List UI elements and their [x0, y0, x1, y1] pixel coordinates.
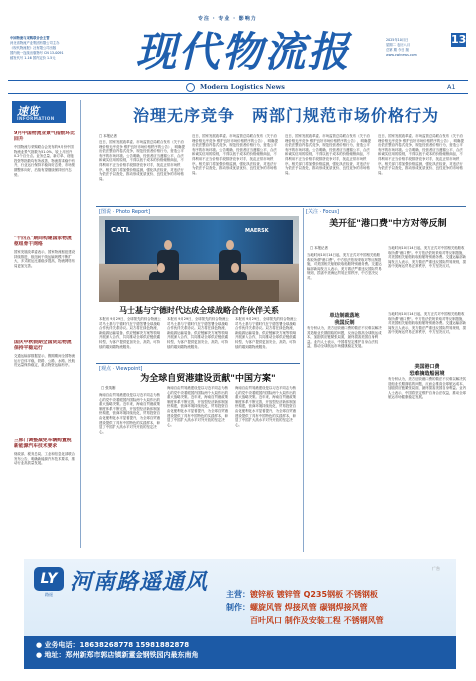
byline: □ 张英刚	[101, 386, 116, 390]
date-line: 星期二 农历八月	[386, 43, 411, 47]
brief-item-title: 9月中国物流业景气指数环比回升	[14, 131, 75, 142]
focus-article-col-5: 有分析认为，美方征收港口费的做法不仅难以解决其造船业长期面临的问题，反而会推高全球航运成本，加剧供应链紧张局面，最终损害美国自身利益。业内人士表示，中国将坚定维护自身合法权益，推动全球航运市场健康稳定发展。	[388, 377, 466, 400]
brief-item-body: 财政部、税务总局、工业和信息化部联合发布公告，明确新能源汽车技术要求，推动行业高质量发展。	[14, 452, 76, 466]
photo-caption: 马士基与宁德时代达成全球战略合作伙伴关系	[119, 306, 279, 315]
ad-contact	[36, 640, 199, 660]
photo-article-col-2: 本报讯 9月29日，全球领先的综合物流公司马士基与宁德时代在宁德签署全球战略合作伙伴关系协议。双方将在绿色物流、新能源运输装备、供应链解决方案等领域开展深入合作，共同推动全球供应链低碳转型，为客户提供更加安全、高效、可持续的端到端物流服务。	[167, 317, 229, 349]
brief-item-title: "十四五"期间构建国家物流枢纽骨干网络	[14, 236, 72, 247]
page-label: A1	[447, 83, 456, 91]
brief-heading-en: INFORMATION	[17, 116, 55, 121]
ad-address: ● 地址：郑州新郑市郭店镇新董金钢铁园内最东南角	[36, 651, 199, 659]
photo-article-col-1: 本报讯 9月29日，全球领先的综合物流公司马士基与宁德时代在宁德签署全球战略合作伙伴关系协议。双方将在绿色物流、新能源运输装备、供应链解决方案等领域开展深入合作，共同推动全球供应链低碳转型，为客户提供更加安全、高效、可持续的端到端物流服务。	[99, 317, 161, 349]
focus-article-col-2: 当地时间10月14日起，美方正式对中国相关船舶收取所谓"港口费"。中方依法依规采取对等反制措施，对美国相关船舶收取船舶特别港务费。交通运输部新闻发言人表示，美方做法严重违反国际贸易规则，损害中美海运贸易正常秩序，中方坚决反对。	[388, 246, 466, 269]
date-line: 总第 期 今日 版	[386, 48, 409, 52]
publisher-line: 《现代物流报》社有限公司出版	[10, 46, 57, 50]
brief-item	[14, 236, 76, 334]
viewpoint-col-3: 海南自由贸易港建设是以习近平同志为核心的党中央着眼国内国际两个大局作出的重大战略决策。近年来，海南自贸港政策制度体系不断完善，开放型经济新体制加快构建，营商环境持续优化，贸易投资自由化便利化水平显著提升，为全球自贸港建设提供了具有中国特色的实践样本，彰显了中国扩大高水平对外开放的坚定决心。	[235, 386, 297, 427]
viewpoint-col-2: 海南自由贸易港建设是以习近平同志为核心的党中央着眼国内国际两个大局作出的重大战略决策。近年来，海南自贸港政策制度体系不断完善，开放型经济新体制加快构建，营商环境持续优化，贸易投资自由化便利化水平显著提升，为全球自贸港建设提供了具有中国特色的实践样本，彰显了中国扩大高水平对外开放的坚定决心。	[167, 386, 229, 427]
english-name: Modern Logistics News	[200, 83, 285, 91]
masthead-slogan: 专注 · 专业 · 影响力	[198, 16, 257, 22]
byline: □ 本报记者	[99, 134, 117, 138]
globe-icon	[186, 83, 195, 92]
brief-heading: 速览	[17, 105, 39, 118]
ad-line-value: 百叶风口 制作及安装工程 不锈钢风管	[250, 616, 384, 625]
screen-brand: CATL	[111, 226, 131, 234]
main-headline: 治理无序竞争 两部门规范市场价格行为	[132, 106, 439, 125]
issue-number-badge: 13	[451, 33, 467, 46]
website-line: www.cwlnews.com	[386, 53, 417, 57]
person-head	[164, 240, 172, 250]
focus-subhead: 单边制裁落地 我国反制	[329, 313, 360, 326]
photo-section-tag: [图说 · Photo Report]	[99, 209, 151, 215]
publisher-line: 国内统一连续出版物号 CN 13-0091	[10, 51, 64, 55]
section-rule	[96, 206, 466, 207]
brief-item-title: 三部门调整减免车辆购置税新能源汽车技术要求	[14, 438, 72, 449]
lead-article-col-4: 近日，国家发展改革委、市场监管总局联合发布《关于治理价格无序竞争 维护良好市场价格秩序的公告》，明确提出依法整治内卷式竞争，规范经营者价格行为，营造公平有序的市场环境。公告明确，经营者应当遵循公平、合法和诚实信用的原则，不得以低于成本的价格倾销商品，不得利用不正当价格手段排挤竞争对手，扰乱正常市场秩序。相关部门将加强价格监测，强化执法检查，对违法行为依法予以查处，推动形成优质优价、良性竞争的市场格局。	[378, 134, 464, 175]
byline: □ 本报记者	[310, 246, 328, 250]
person-head	[226, 240, 234, 250]
backdrop-screen	[105, 220, 293, 264]
screen-partner: MAERSK	[245, 228, 269, 234]
lead-article-col-1: 近日，国家发展改革委、市场监管总局联合发布《关于治理价格无序竞争 维护良好市场价格秩序的公告》，明确提出依法整治内卷式竞争，规范经营者价格行为，营造公平有序的市场环境。公告明确，经营者应当遵循公平、合法和诚实信用的原则，不得以低于成本的价格倾销商品，不得利用不正当价格手段排挤竞争对手，扰乱正常市场秩序。相关部门将加强价格监测，强化执法检查，对违法行为依法予以查处，推动形成优质优价、良性竞争的市场格局。	[99, 140, 185, 181]
ad-service-line	[226, 614, 452, 627]
photo-article-col-3: 本报讯 9月29日，全球领先的综合物流公司马士基与宁德时代在宁德签署全球战略合作伙伴关系协议。双方将在绿色物流、新能源运输装备、供应链解决方案等领域开展深入合作，共同推动全球供应链低碳转型，为客户提供更加安全、高效、可持续的端到端物流服务。	[235, 317, 297, 349]
brief-section-header	[12, 101, 66, 123]
publisher-line: 邮发代号 1-16 国内定价 1.5元	[10, 56, 56, 60]
brief-item-body: 交通运输部数据显示，假期期间全国物流运行总体平稳，铁路、公路、水路、民航货运量保持稳定，重点物资运输有序。	[14, 354, 76, 368]
focus-article-col-1: 当地时间10月14日起，美方正式对中国相关船舶收取所谓"港口费"。中方依法依规采取对等反制措施，对美国相关船舶收取船舶特别港务费。交通运输部新闻发言人表示，美方做法严重违反国际贸易规则，损害中美海运贸易正常秩序，中方坚决反对。	[307, 253, 382, 280]
lead-article-col-2: 近日，国家发展改革委、市场监管总局联合发布《关于治理价格无序竞争 维护良好市场价格秩序的公告》，明确提出依法整治内卷式竞争，规范经营者价格行为，营造公平有序的市场环境。公告明确，经营者应当遵循公平、合法和诚实信用的原则，不得以低于成本的价格倾销商品，不得利用不正当价格手段排挤竞争对手，扰乱正常市场秩序。相关部门将加强价格监测，强化执法检查，对违法行为依法予以查处，推动形成优质优价、良性竞争的市场格局。	[192, 134, 278, 175]
ad-line-key: 主营：	[226, 590, 250, 599]
brief-item	[14, 131, 76, 231]
lead-article-col-3: 近日，国家发展改革委、市场监管总局联合发布《关于治理价格无序竞争 维护良好市场价格秩序的公告》，明确提出依法整治内卷式竞争，规范经营者价格行为，营造公平有序的市场环境。公告明确，经营者应当遵循公平、合法和诚实信用的原则，不得以低于成本的价格倾销商品，不得利用不正当价格手段排挤竞争对手，扰乱正常市场秩序。相关部门将加强价格监测，强化执法检查，对违法行为依法予以查处，推动形成优质优价、良性竞争的市场格局。	[285, 134, 371, 175]
masthead-right-info	[386, 38, 470, 58]
viewpoint-headline: 为全球自贸港建设贡献"中国方案"	[140, 374, 276, 384]
person-head	[157, 263, 165, 273]
brief-item	[14, 340, 76, 432]
section-rule	[96, 363, 300, 364]
signing-table	[119, 280, 279, 302]
focus-headline: 美开征"港口费"中方对等反制	[329, 219, 447, 229]
ad-line-key: 制作：	[226, 603, 250, 612]
viewpoint-col-1: 海南自由贸易港建设是以习近平同志为核心的党中央着眼国内国际两个大局作出的重大战略决策。近年来，海南自贸港政策制度体系不断完善，开放型经济新体制加快构建，营商环境持续优化，贸易投资自由化便利化水平显著提升，为全球自贸港建设提供了具有中国特色的实践样本，彰显了中国扩大高水平对外开放的坚定决心。	[99, 393, 161, 434]
focus-article-col-4: 当地时间10月14日起，美方正式对中国相关船舶收取所谓"港口费"。中方依法依规采取对等反制措施，对美国相关船舶收取船舶特别港务费。交通运输部新闻发言人表示，美方做法严重违反国际贸易规则，损害中美海运贸易正常秩序，中方坚决反对。	[388, 312, 466, 335]
ad-line-value: 镀锌板 镀锌管 Q235钢板 不锈钢板	[250, 590, 378, 599]
ad-service-line	[226, 601, 452, 614]
ad-service-list	[226, 588, 452, 627]
brief-item-title: 国庆中秋假期全国货运物流保持平稳运行	[14, 340, 72, 351]
viewpoint-section-tag: [观点 · Viewpoint]	[99, 366, 143, 372]
ad-label: 广告	[432, 566, 440, 571]
publisher-line: 中国物流与采购联合会主管	[10, 36, 50, 40]
brief-item-body: 国家发展改革委表示，国家物流枢纽建设持续推进，枢纽间干线运输规模不断扩大，多式联运比重稳步提高，物流网络布局更加完善。	[14, 250, 76, 268]
company-logo: LY	[34, 567, 64, 591]
masthead-left-info	[10, 36, 94, 61]
date-line: 2025年10月日	[386, 38, 409, 42]
ad-line-value: 螺旋风管 焊接风管 碳钢焊接风管	[250, 603, 368, 612]
ad-phone: ● 业务电话：18638268778 15981882878	[36, 641, 190, 649]
newspaper-title: 现代物流报	[135, 28, 351, 76]
brief-item	[14, 438, 76, 546]
company-logo-sub: 路遥	[45, 592, 53, 597]
brief-item-body: 中国物流与采购联合会发布的9月份中国物流业景气指数为51.0%，较上月回升0.2个百分点。业务总量、新订单、设施投资等指数均有所改善，物流需求稳中有升，行业运行保持平稳向好态势，市场预期整体向好，后续有望继续保持回升态势。	[14, 145, 76, 177]
publisher-line: 河北省物流产业集团有限公司主办	[10, 41, 60, 45]
signing-ceremony-photo	[99, 216, 299, 302]
focus-section-tag: [关注 · Focus]	[306, 209, 339, 215]
focus-article-col-3: 有分析认为，美方征收港口费的做法不仅难以解决其造船业长期面临的问题，反而会推高全球航运成本，加剧供应链紧张局面，最终损害美国自身利益。业内人士表示，中国将坚定维护自身合法权益，推动全球航运市场健康稳定发展。	[307, 326, 382, 349]
focus-subhead: 美国港口费 恐难摘造船困境	[409, 364, 445, 377]
ad-service-line	[226, 588, 452, 601]
person-head	[231, 263, 239, 273]
column-divider	[80, 100, 81, 548]
ad-company-name: 河南路遥通风	[70, 570, 209, 595]
